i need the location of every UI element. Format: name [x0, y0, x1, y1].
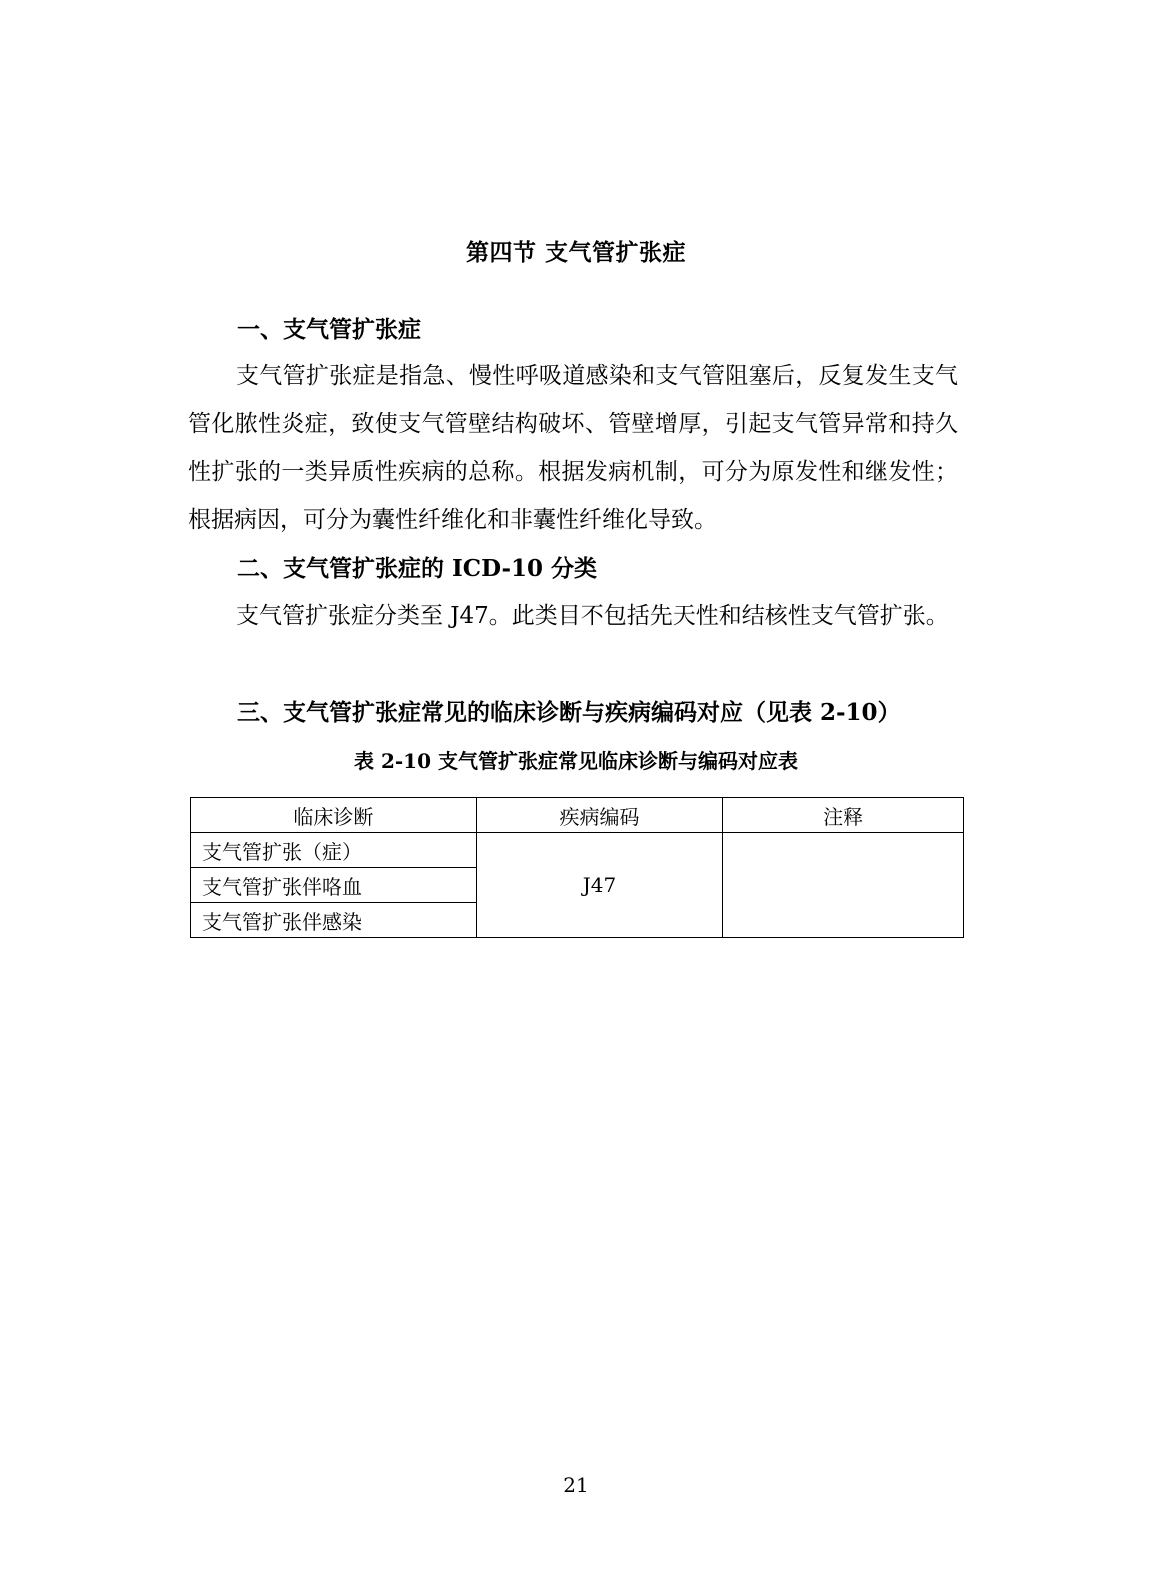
- header-clinical-diagnosis: 临床诊断: [191, 798, 477, 833]
- note-cell: [723, 833, 964, 938]
- diagnosis-cell: 支气管扩张伴咯血: [191, 868, 477, 903]
- header-note: 注释: [723, 798, 964, 833]
- paragraph-definition: 支气管扩张症是指急、慢性呼吸道感染和支气管阻塞后，反复发生支气管化脓性炎症，致使支气管壁结构破坏、管壁增厚，引起支气管异常和持久性扩张的一类异质性疾病的总称。根据发病机制，可分为原发性和继发性；根据病因，可分为囊性纤维化和非囊性纤维化导致。: [188, 363, 958, 533]
- diagnosis-code-table: [190, 797, 964, 938]
- table-header-row: [191, 798, 964, 833]
- section-title: 第四节 支气管扩张症: [465, 239, 686, 266]
- heading-icd10-classification: 二、支气管扩张症的 ICD-10 分类: [237, 555, 598, 582]
- disease-code-cell: J47: [476, 833, 723, 938]
- page-number: 21: [563, 1473, 589, 1497]
- paragraph-icd10-classification: 支气管扩张症分类至 J47。此类目不包括先天性和结核性支气管扩张。: [236, 603, 949, 629]
- diagnosis-cell: 支气管扩张伴感染: [191, 903, 477, 938]
- header-disease-code: 疾病编码: [476, 798, 723, 833]
- heading-definition: 一、支气管扩张症: [237, 316, 421, 343]
- diagnosis-cell: 支气管扩张（症）: [191, 833, 477, 868]
- table-row: [191, 833, 964, 868]
- heading-diagnosis-code-mapping: 三、支气管扩张症常见的临床诊断与疾病编码对应（见表 2-10）: [237, 699, 901, 726]
- table-caption: 表 2-10 支气管扩张症常见临床诊断与编码对应表: [354, 749, 798, 773]
